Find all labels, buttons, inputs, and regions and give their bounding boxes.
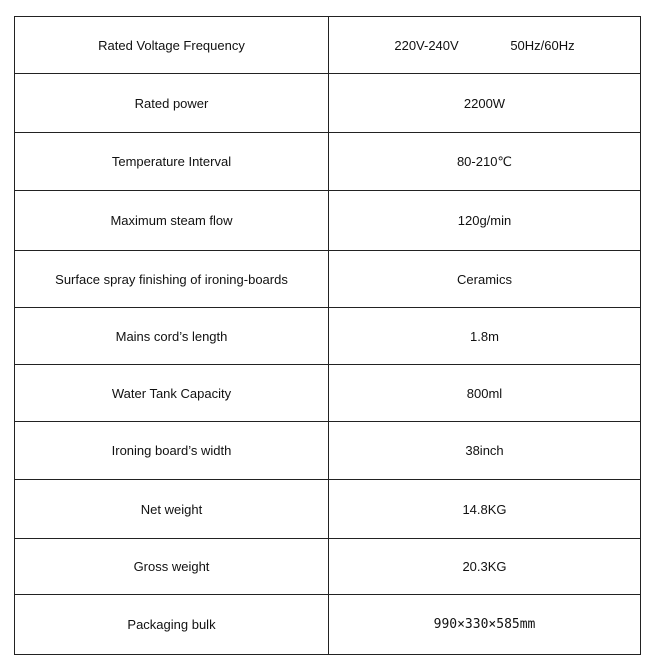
frequency-value: 50Hz/60Hz	[510, 37, 575, 53]
spec-value: 38inch	[329, 422, 641, 480]
table-row	[15, 480, 641, 539]
voltage-value: 220V-240V	[394, 37, 459, 53]
spec-value: 80-210℃	[329, 133, 641, 191]
spec-label: Maximum steam flow	[15, 191, 329, 251]
spec-label: Gross weight	[15, 539, 329, 595]
spec-value: 800ml	[329, 365, 641, 422]
spec-value: 120g/min	[329, 191, 641, 251]
spec-value: 20.3KG	[329, 539, 641, 595]
table-row	[15, 191, 641, 251]
spec-label: Surface spray finishing of ironing-boards	[15, 251, 329, 308]
spec-label: Rated Voltage Frequency	[15, 17, 329, 74]
spec-label: Temperature Interval	[15, 133, 329, 191]
spec-value: 14.8KG	[329, 480, 641, 539]
table-row	[15, 595, 641, 655]
spec-value: 2200W	[329, 74, 641, 133]
table-row	[15, 133, 641, 191]
spec-label: Rated power	[15, 74, 329, 133]
table-row	[15, 539, 641, 595]
table-row	[15, 308, 641, 365]
spec-label: Ironing board’s width	[15, 422, 329, 480]
table-row	[15, 74, 641, 133]
table-row	[15, 251, 641, 308]
spec-label: Net weight	[15, 480, 329, 539]
spec-label: Packaging bulk	[15, 595, 329, 655]
spec-table	[14, 16, 641, 655]
spec-value: 1.8m	[329, 308, 641, 365]
spec-label: Mains cord’s length	[15, 308, 329, 365]
table-row	[15, 422, 641, 480]
table-row	[15, 17, 641, 74]
spec-value	[329, 17, 641, 74]
spec-value: 990×330×585mm	[329, 595, 641, 655]
table-row	[15, 365, 641, 422]
spec-value: Ceramics	[329, 251, 641, 308]
spec-label: Water Tank Capacity	[15, 365, 329, 422]
